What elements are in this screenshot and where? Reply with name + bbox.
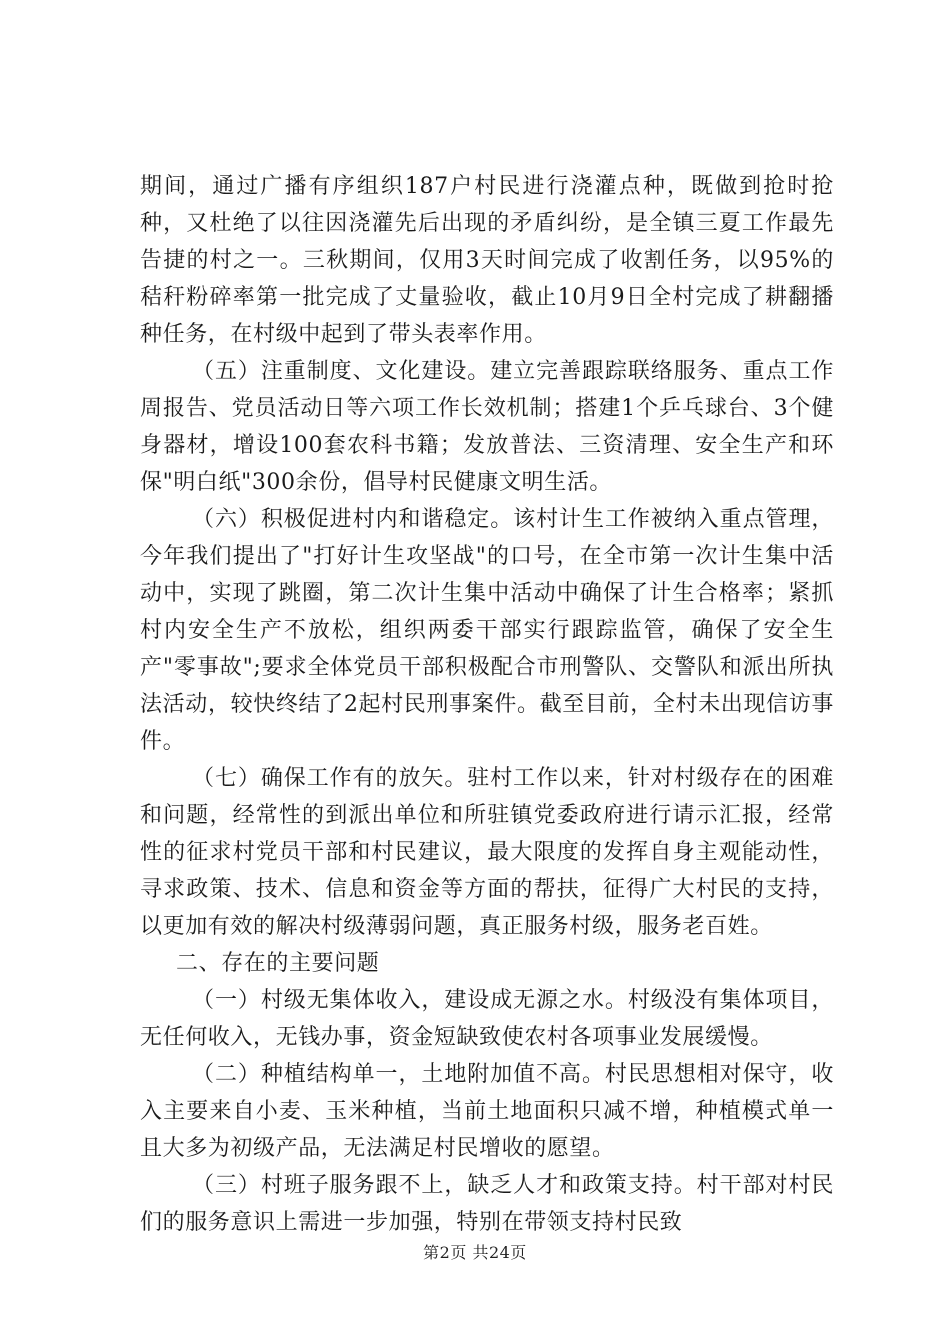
- document-body: [140, 168, 834, 1241]
- section-heading-problems: 二、存在的主要问题: [176, 951, 380, 976]
- paragraph-problem-1: （一）村级无集体收入，建设成无源之水。村级没有集体项目，无任何收入，无钱办事，资金短缺致使农村各项事业发展缓慢。: [140, 988, 834, 1050]
- page-number-footer: 第2页 共24页: [423, 1243, 527, 1262]
- paragraph-section-5: （五）注重制度、文化建设。建立完善跟踪联络服务、重点工作周报告、党员活动日等六项工作长效机制；搭建1个乒乓球台、3个健身器材，增设100套农科书籍；发放普法、三资清理、安全生产和环保"明白纸"300余份，倡导村民健康文明生活。: [140, 359, 834, 495]
- paragraph-problem-2: （二）种植结构单一，土地附加值不高。村民思想相对保守，收入主要来自小麦、玉米种植，当前土地面积只减不增，种植模式单一且大多为初级产品，无法满足村民增收的愿望。: [140, 1062, 834, 1161]
- paragraph-continuation: 期间，通过广播有序组织187户村民进行浇灌点种，既做到抢时抢种，又杜绝了以往因浇灌先后出现的矛盾纠纷，是全镇三夏工作最先告捷的村之一。三秋期间，仅用3天时间完成了收割任务，以95%的秸秆粉碎率第一批完成了丈量验收，截止10月9日全村完成了耕翻播种任务，在村级中起到了带头表率作用。: [140, 174, 834, 347]
- paragraph-section-6: （六）积极促进村内和谐稳定。该村计生工作被纳入重点管理，今年我们提出了"打好计生攻坚战"的口号，在全市第一次计生集中活动中，实现了跳圈，第二次计生集中活动中确保了计生合格率；紧抓村内安全生产不放松，组织两委干部实行跟踪监管，确保了安全生产"零事故";要求全体党员干部积极配合市刑警队、交警队和派出所执法活动，较快终结了2起村民刑事案件。截至目前，全村未出现信访事件。: [140, 507, 834, 754]
- paragraph-section-7: （七）确保工作有的放矢。驻村工作以来，针对村级存在的困难和问题，经常性的到派出单位和所驻镇党委政府进行请示汇报，经常性的征求村党员干部和村民建议，最大限度的发挥自身主观能动性，寻求政策、技术、信息和资金等方面的帮扶，征得广大村民的支持，以更加有效的解决村级薄弱问题，真正服务村级，服务老百姓。: [140, 766, 834, 939]
- paragraph-problem-3: （三）村班子服务跟不上，缺乏人才和政策支持。村干部对村民们的服务意识上需进一步加强，特别在带领支持村民致: [140, 1173, 834, 1235]
